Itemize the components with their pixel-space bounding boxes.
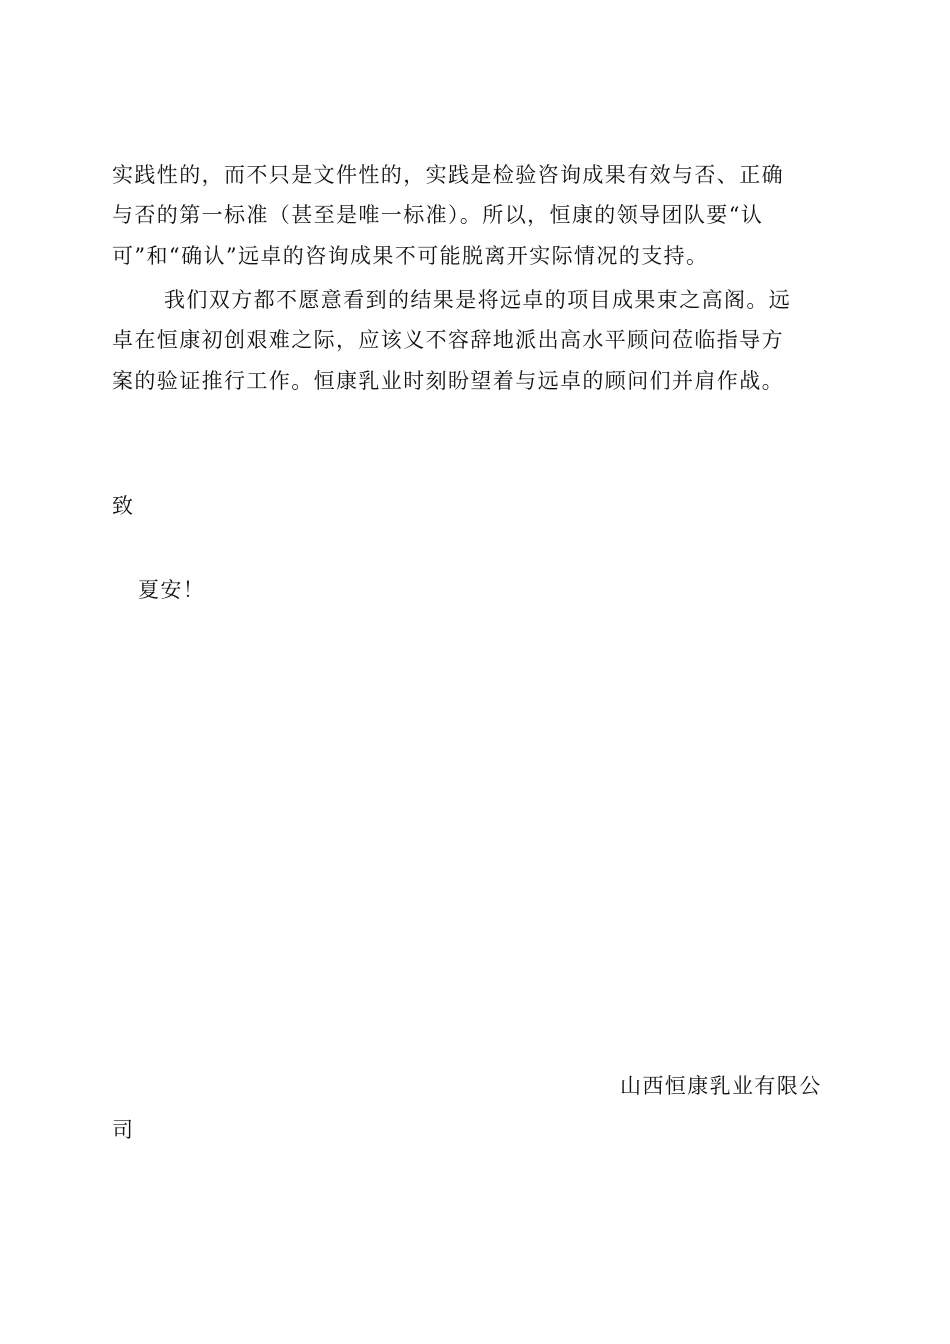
paragraph-line: 案的验证推行工作。恒康乳业时刻盼望着与远卓的顾问们并肩作战。 <box>112 369 784 393</box>
closing-salutation: 致 <box>112 494 135 518</box>
paragraph-line: 实践性的，而不只是文件性的，实践是检验咨询成果有效与否、正确 <box>112 163 784 187</box>
paragraph-line: 与否的第一标准（甚至是唯一标准）。所以，恒康的领导团队要“认 <box>112 203 764 227</box>
paragraph-line: 我们双方都不愿意看到的结果是将远卓的项目成果束之高阁。远 <box>164 288 792 312</box>
paragraph-line: 卓在恒康初创艰难之际，应该义不容辞地派出高水平顾问莅临指导方 <box>112 328 784 352</box>
closing-greeting: 夏安！ <box>138 578 206 602</box>
signature-company-line1: 山西恒康乳业有限公 <box>620 1074 822 1098</box>
signature-company-line2: 司 <box>112 1118 135 1142</box>
paragraph-line: 可”和“确认”远卓的咨询成果不可能脱离开实际情况的支持。 <box>112 244 709 268</box>
